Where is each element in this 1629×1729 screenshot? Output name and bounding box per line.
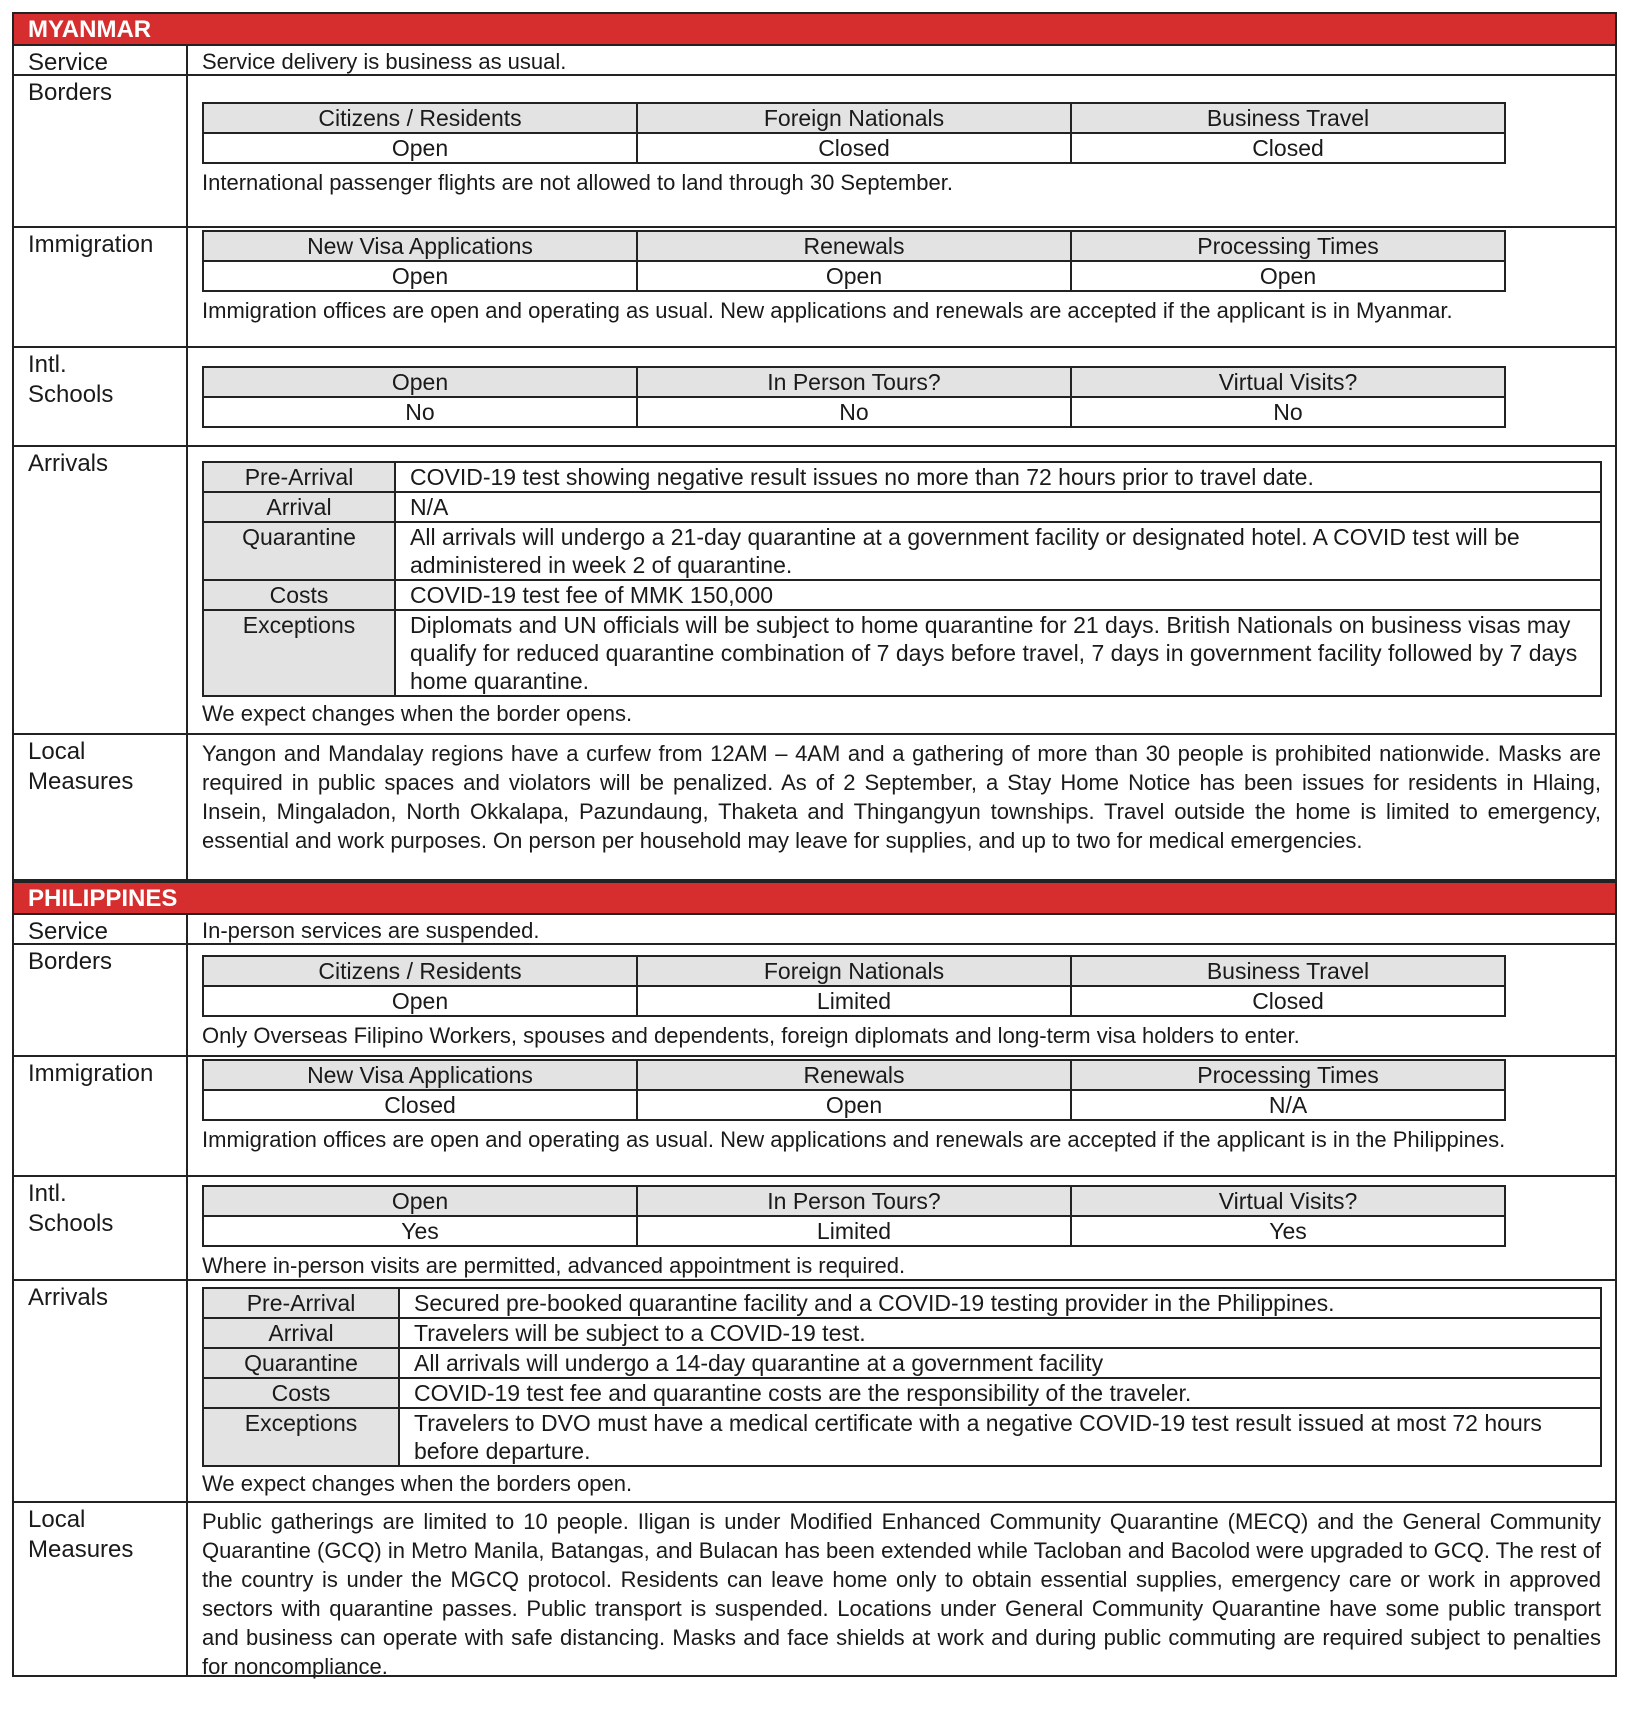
section-arrivals: [12, 447, 1617, 735]
status-header: Virtual Visits?: [1071, 367, 1505, 397]
status-header: New Visa Applications: [203, 231, 637, 261]
service-text: Service delivery is business as usual.: [202, 49, 567, 74]
arrival-key: Costs: [203, 580, 395, 610]
arrival-key: Pre-Arrival: [203, 462, 395, 492]
section-immigration: [12, 228, 1617, 348]
section-label: Local Measures: [14, 735, 188, 879]
section-note: We expect changes when the border opens.: [202, 701, 633, 726]
status-value: Open: [637, 1090, 1071, 1120]
arrival-value: All arrivals will undergo a 14-day quarantine at a government facility: [399, 1348, 1601, 1378]
table-row: [203, 522, 1601, 580]
status-header: Virtual Visits?: [1071, 1186, 1505, 1216]
section-schools: [12, 1177, 1617, 1281]
arrivals-table: [202, 461, 1602, 697]
arrival-value: Travelers will be subject to a COVID-19 test.: [399, 1318, 1601, 1348]
arrival-value: Secured pre-booked quarantine facility and a COVID-19 testing provider in the Philippines.: [399, 1288, 1601, 1318]
status-header: Processing Times: [1071, 1060, 1505, 1090]
section-note: Immigration offices are open and operating as usual. New applications and renewals are accepted if the applicant is in Myanmar.: [202, 298, 1453, 323]
status-header: New Visa Applications: [203, 1060, 637, 1090]
status-value: No: [1071, 397, 1505, 427]
status-value: Open: [203, 261, 637, 291]
section-label: Intl. Schools: [14, 348, 188, 445]
status-header: Processing Times: [1071, 231, 1505, 261]
status-value: Closed: [1071, 986, 1505, 1016]
immigration-status-table: [202, 1059, 1506, 1121]
arrival-key: Costs: [203, 1378, 399, 1408]
arrival-key: Quarantine: [203, 522, 395, 580]
section-note: Only Overseas Filipino Workers, spouses and dependents, foreign diplomats and long-term visa holders to enter.: [202, 1023, 1300, 1048]
section-label: Service: [14, 915, 188, 943]
section-note: Where in-person visits are permitted, advanced appointment is required.: [202, 1253, 906, 1278]
section-label: Arrivals: [14, 1281, 188, 1501]
section-label: Service: [14, 46, 188, 74]
status-value: Closed: [637, 133, 1071, 163]
country-header-myanmar: MYANMAR: [12, 12, 1617, 44]
schools-status-table: [202, 1185, 1506, 1247]
arrival-value: COVID-19 test showing negative result issues no more than 72 hours prior to travel date.: [395, 462, 1601, 492]
status-header: Citizens / Residents: [203, 956, 637, 986]
table-row: [203, 492, 1601, 522]
local-measures-text: Yangon and Mandalay regions have a curfew from 12AM – 4AM and a gathering of more than 30 people is prohibited nationwide. Masks are required in public spaces and violators will be penalized. As of 2 September, a Stay Home Notice has been issues for residents in Hlaing, Insein, Mingaladon, North Okkalapa, Pazundaung, Thaketa and Thingangyun townships. Travel outside the home is limited to emergency, essential and work purposes. On person per household may leave for supplies, and up to two for medical emergencies.: [202, 741, 1601, 853]
arrival-key: Arrival: [203, 1318, 399, 1348]
arrival-key: Arrival: [203, 492, 395, 522]
status-value: Limited: [637, 986, 1071, 1016]
arrival-key: Exceptions: [203, 1408, 399, 1466]
status-value: N/A: [1071, 1090, 1505, 1120]
status-header: Business Travel: [1071, 103, 1505, 133]
table-row: [203, 610, 1601, 696]
table-row: [203, 462, 1601, 492]
status-value: Yes: [1071, 1216, 1505, 1246]
arrival-value: Diplomats and UN officials will be subject to home quarantine for 21 days. British Nationals on business visas may qualify for reduced quarantine combination of 7 days before travel, 7 days in government facility followed by 7 days home quarantine.: [395, 610, 1601, 696]
local-measures-text: Public gatherings are limited to 10 people. Iligan is under Modified Enhanced Community Quarantine (MECQ) and the General Community Quarantine (GCQ) in Metro Manila, Batangas, and Bulacan has been extended while Tacloban and Bacolod were upgraded to GCQ. The rest of the country is under the MGCQ protocol. Residents can leave home only to obtain essential supplies, emergency care or work in approved sectors with quarantine passes. Public transport is suspended. Locations under General Community Quarantine have some public transport and business can operate with safe distancing. Masks and face shields at work and during public commuting are required subject to penalties for noncompliance.: [202, 1509, 1601, 1679]
section-label: Immigration: [14, 1057, 188, 1175]
section-label: Borders: [14, 945, 188, 1055]
advisory-document: [12, 12, 1617, 1677]
status-value: No: [203, 397, 637, 427]
status-value: Closed: [1071, 133, 1505, 163]
status-value: Open: [637, 261, 1071, 291]
table-row: [203, 1318, 1601, 1348]
schools-status-table: [202, 366, 1506, 428]
status-header: Open: [203, 367, 637, 397]
arrival-value: COVID-19 test fee and quarantine costs are the responsibility of the traveler.: [399, 1378, 1601, 1408]
section-arrivals: [12, 1281, 1617, 1503]
status-value: Yes: [203, 1216, 637, 1246]
status-header: Renewals: [637, 231, 1071, 261]
section-local-measures: [12, 735, 1617, 881]
section-note: Immigration offices are open and operating as usual. New applications and renewals are accepted if the applicant is in the Philippines.: [202, 1127, 1506, 1152]
status-value: Limited: [637, 1216, 1071, 1246]
section-local-measures: [12, 1503, 1617, 1677]
status-header: Foreign Nationals: [637, 956, 1071, 986]
arrivals-table: [202, 1287, 1602, 1467]
status-header: Citizens / Residents: [203, 103, 637, 133]
arrival-value: Travelers to DVO must have a medical certificate with a negative COVID-19 test result issued at most 72 hours before departure.: [399, 1408, 1601, 1466]
status-header: In Person Tours?: [637, 1186, 1071, 1216]
section-label: Arrivals: [14, 447, 188, 733]
table-row: [203, 1378, 1601, 1408]
status-header: Renewals: [637, 1060, 1071, 1090]
status-header: Open: [203, 1186, 637, 1216]
immigration-status-table: [202, 230, 1506, 292]
section-schools: [12, 348, 1617, 447]
section-label: Borders: [14, 76, 188, 226]
section-borders: [12, 945, 1617, 1057]
table-row: [203, 1348, 1601, 1378]
status-value: Open: [1071, 261, 1505, 291]
status-value: Closed: [203, 1090, 637, 1120]
section-immigration: [12, 1057, 1617, 1177]
arrival-key: Quarantine: [203, 1348, 399, 1378]
table-row: [203, 580, 1601, 610]
status-value: Open: [203, 133, 637, 163]
section-note: We expect changes when the borders open.: [202, 1471, 633, 1496]
status-header: Foreign Nationals: [637, 103, 1071, 133]
table-row: [203, 1408, 1601, 1466]
arrival-value: COVID-19 test fee of MMK 150,000: [395, 580, 1601, 610]
section-service: [12, 913, 1617, 945]
status-header: Business Travel: [1071, 956, 1505, 986]
country-header-philippines: PHILIPPINES: [12, 881, 1617, 913]
status-value: No: [637, 397, 1071, 427]
arrival-value: All arrivals will undergo a 21-day quarantine at a government facility or designated hotel. A COVID test will be administered in week 2 of quarantine.: [395, 522, 1601, 580]
section-borders: [12, 76, 1617, 228]
service-text: In-person services are suspended.: [202, 918, 540, 943]
section-label: Local Measures: [14, 1503, 188, 1675]
section-service: [12, 44, 1617, 76]
section-label: Intl. Schools: [14, 1177, 188, 1279]
arrival-value: N/A: [395, 492, 1601, 522]
borders-status-table: [202, 102, 1506, 164]
section-label: Immigration: [14, 228, 188, 346]
arrival-key: Exceptions: [203, 610, 395, 696]
arrival-key: Pre-Arrival: [203, 1288, 399, 1318]
section-note: International passenger flights are not allowed to land through 30 September.: [202, 170, 953, 195]
table-row: [203, 1288, 1601, 1318]
status-value: Open: [203, 986, 637, 1016]
borders-status-table: [202, 955, 1506, 1017]
status-header: In Person Tours?: [637, 367, 1071, 397]
